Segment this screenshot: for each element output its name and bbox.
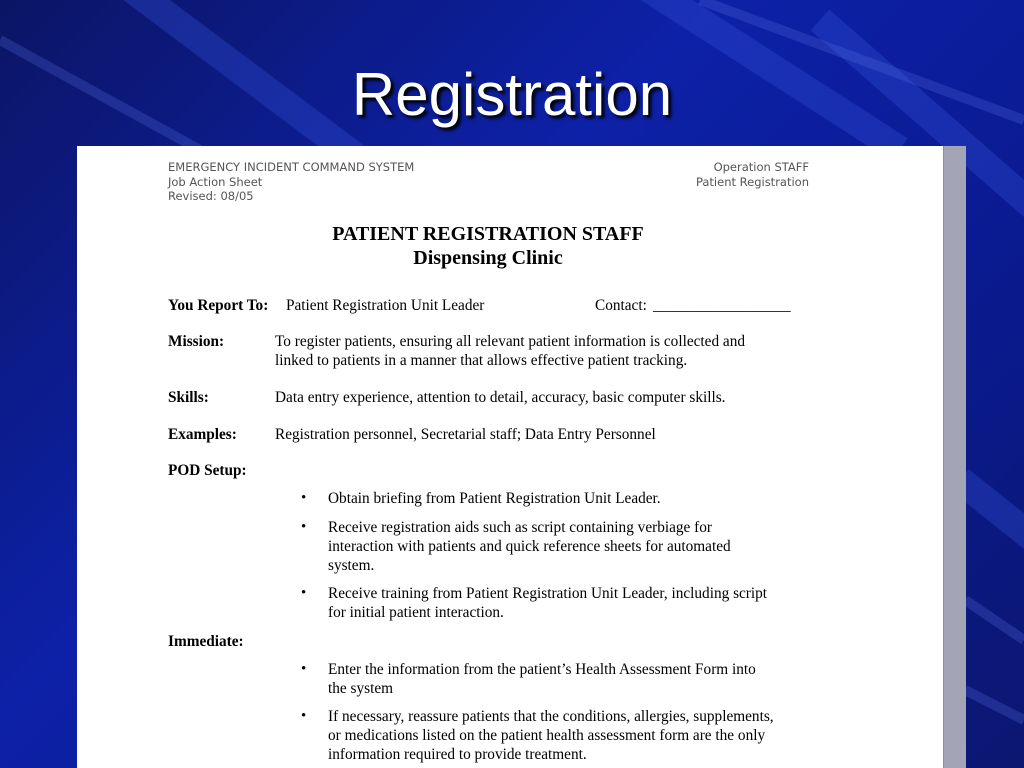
mission-text: [275, 332, 745, 370]
item-line: for initial patient interaction.: [328, 604, 504, 621]
header-revised: Revised: 08/05: [168, 189, 254, 203]
item-line: Receive training from Patient Registration Unit Leader, including script: [328, 585, 768, 602]
item-line: interaction with patients and quick reference sheets for automated: [328, 538, 731, 555]
document-scroll-edge: [943, 146, 966, 768]
header-operation: Operation STAFF: [713, 160, 809, 174]
bullet-icon: •: [301, 661, 307, 677]
bullet-icon: •: [301, 585, 307, 601]
item-line: Receive registration aids such as script containing verbiage for: [328, 519, 712, 536]
item-line: Obtain briefing from Patient Registration Unit Leader.: [328, 490, 661, 507]
bullet-icon: •: [301, 490, 307, 506]
document-page: [77, 146, 943, 768]
item-line: Enter the information from the patient’s Health Assessment Form into: [328, 661, 756, 678]
contact-value: __________________: [653, 297, 791, 314]
skills-value: Data entry experience, attention to detail, accuracy, basic computer skills.: [275, 389, 726, 406]
doc-header-left: [168, 160, 414, 204]
item-line: information required to provide treatment.: [328, 746, 587, 763]
pod-setup-label: POD Setup:: [168, 462, 247, 479]
immediate-item: [328, 707, 774, 764]
immediate-item: [328, 660, 756, 698]
header-position: Patient Registration: [695, 174, 809, 189]
slide-title: Registration: [351, 61, 673, 128]
skills-label: Skills:: [168, 389, 209, 406]
report-to-value: Patient Registration Unit Leader: [286, 297, 485, 314]
bullet-icon: •: [301, 519, 307, 535]
doc-title-sub: Dispensing Clinic: [413, 247, 563, 269]
item-line: the system: [328, 680, 394, 697]
report-to-label: You Report To:: [168, 297, 269, 314]
immediate-label: Immediate:: [168, 633, 244, 650]
mission-line: linked to patients in a manner that allows effective patient tracking.: [275, 352, 688, 369]
pod-setup-item: [328, 489, 661, 508]
pod-setup-item: [328, 584, 767, 622]
examples-value: Registration personnel, Secretarial staff; Data Entry Personnel: [275, 426, 656, 443]
item-line: If necessary, reassure patients that the conditions, allergies, supplements,: [328, 708, 774, 725]
header-system-name: EMERGENCY INCIDENT COMMAND SYSTEM: [168, 160, 415, 174]
item-line: or medications listed on the patient health assessment form are the only: [328, 727, 766, 744]
mission-label: Mission:: [168, 333, 225, 350]
item-line: system.: [328, 557, 375, 574]
examples-label: Examples:: [168, 426, 237, 443]
contact-label: Contact:: [595, 297, 647, 314]
bullet-icon: •: [301, 708, 307, 724]
doc-title: [77, 222, 899, 270]
doc-header-right: [637, 160, 809, 189]
doc-title-main: PATIENT REGISTRATION STAFF: [332, 223, 644, 245]
mission-line: To register patients, ensuring all relevant patient information is collected and: [275, 333, 746, 350]
pod-setup-item: [328, 518, 731, 575]
header-sheet-type: Job Action Sheet: [168, 174, 263, 189]
